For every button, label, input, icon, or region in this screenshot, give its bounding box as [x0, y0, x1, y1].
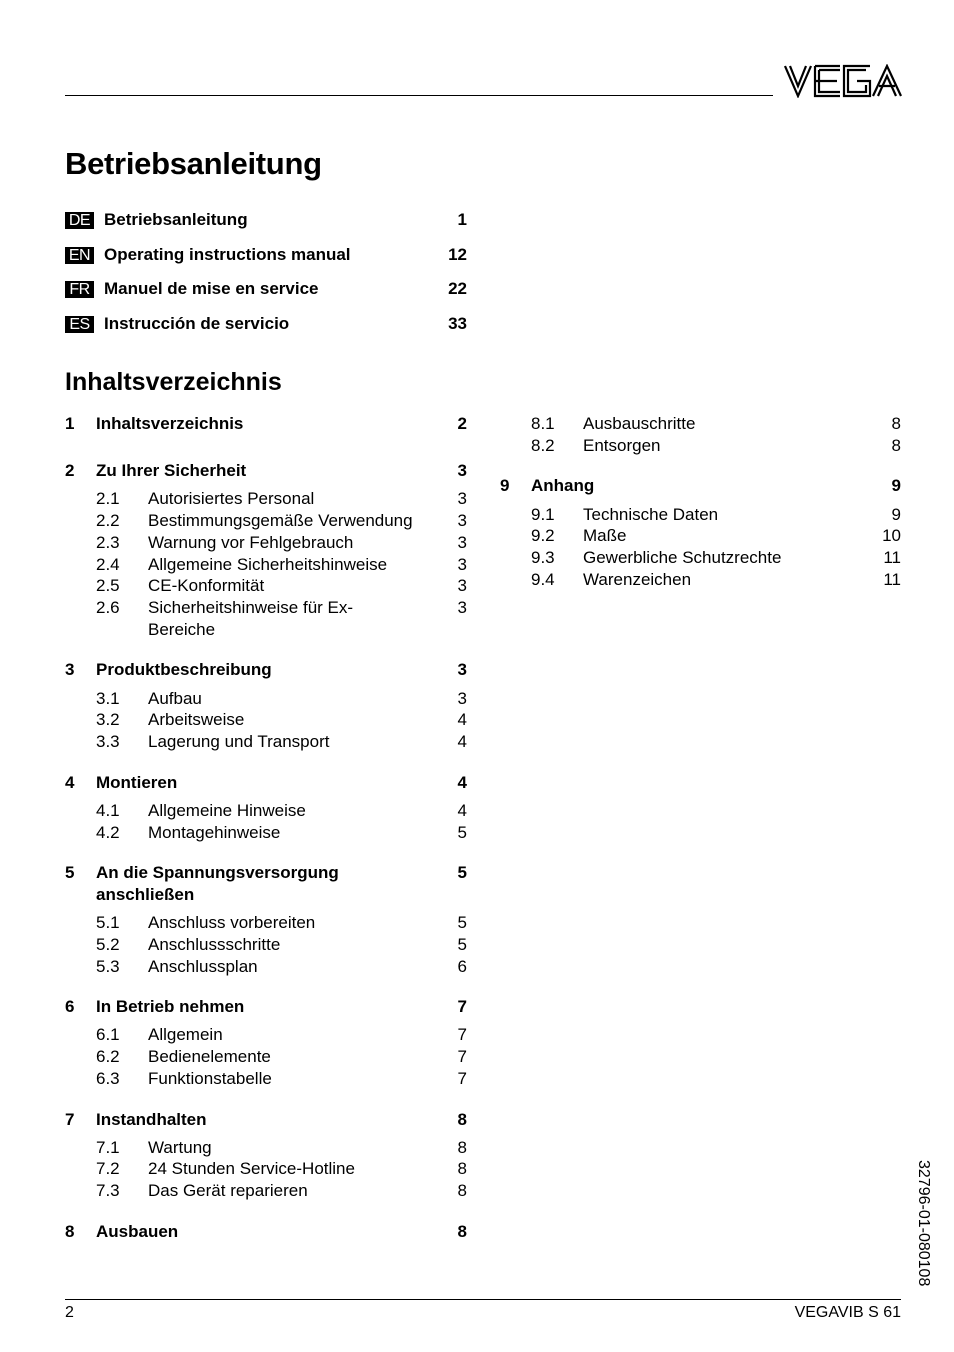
language-row [65, 314, 467, 334]
toc-page: 11 [883, 548, 901, 567]
toc-label: Bedienelemente [148, 1047, 271, 1067]
toc-number: 2.6 [96, 597, 120, 617]
toc-label: Produktbeschreibung [96, 660, 272, 680]
toc-page: 5 [457, 822, 467, 842]
toc-label: Anhang [531, 476, 595, 496]
toc-label: Warnung vor Fehlgebrauch [148, 532, 354, 552]
toc-page: 4 [457, 772, 467, 792]
toc-number: 5.2 [96, 934, 120, 954]
header-rule [65, 95, 773, 96]
toc-label: Anschluss vorbereiten [148, 913, 316, 933]
toc-page: 10 [882, 526, 901, 546]
toc-number: 6.1 [96, 1025, 120, 1045]
toc-page: 8 [457, 1181, 467, 1201]
toc-page: 5 [457, 934, 467, 954]
toc-number: 9.2 [531, 526, 555, 546]
toc-number: 2.1 [96, 489, 120, 509]
toc-number: 2.4 [96, 554, 120, 574]
toc-label: An die Spannungsversorgung [96, 863, 339, 883]
toc-number: 6.3 [96, 1068, 120, 1088]
toc-label: Gewerbliche Schutzrechte [583, 548, 782, 567]
toc-number: 3.3 [96, 731, 120, 751]
toc-page: 3 [457, 489, 467, 509]
footer-product-name: VEGAVIB S 61 [794, 1304, 901, 1321]
toc-number: 4 [65, 772, 75, 792]
toc-label: Ausbauen [96, 1221, 179, 1241]
toc-label-continued: anschließen [96, 884, 195, 904]
toc-page: 11 [883, 569, 901, 589]
toc-number: 9 [500, 476, 510, 496]
toc-label: 24 Stunden Service-Hotline [148, 1159, 355, 1179]
language-badge: DE [65, 212, 94, 229]
toc-number: 2.3 [96, 532, 120, 552]
toc-number: 9.1 [531, 504, 555, 524]
toc-label: Allgemeine Sicherheitshinweise [148, 554, 388, 574]
toc-page: 3 [457, 511, 467, 531]
toc-number: 7.3 [96, 1181, 120, 1201]
toc-number: 5.1 [96, 913, 120, 933]
toc-number: 2.5 [96, 576, 120, 596]
toc-page: 9 [891, 476, 901, 496]
language-page: 22 [448, 279, 467, 298]
toc-label: Aufbau [148, 688, 202, 708]
toc-page: 8 [457, 1159, 467, 1179]
language-page: 1 [457, 210, 467, 229]
toc-label: Lagerung und Transport [148, 731, 330, 751]
toc-label: Anschlussschritte [148, 934, 281, 954]
toc-number: 6 [65, 997, 75, 1017]
language-badge: FR [65, 281, 94, 298]
toc-number: 3.1 [96, 688, 120, 708]
toc-number: 6.2 [96, 1047, 120, 1067]
toc-number: 7.1 [96, 1137, 120, 1157]
toc-number: 7.2 [96, 1159, 120, 1179]
toc-page: 3 [457, 554, 467, 574]
page-title: Betriebsanleitung [65, 146, 322, 181]
toc-label: Das Gerät reparieren [148, 1181, 308, 1201]
toc-label: Bestimmungsgemäße Verwendung [148, 511, 413, 531]
toc-number: 8.2 [531, 435, 555, 455]
toc-number: 4.2 [96, 822, 120, 842]
toc-number: 1 [65, 414, 75, 433]
toc-page: 6 [457, 956, 467, 976]
toc-label: Funktionstabelle [148, 1068, 272, 1088]
toc-page: 8 [457, 1137, 467, 1157]
language-row [65, 279, 467, 299]
language-label: Operating instructions manual [104, 245, 351, 264]
toc-label-continued: Bereiche [148, 619, 216, 639]
toc-label: Ausbauschritte [583, 414, 696, 433]
toc-page: 2 [457, 414, 467, 433]
toc-number: 5.3 [96, 956, 120, 976]
toc-page: 7 [457, 1068, 467, 1088]
toc-page: 3 [457, 532, 467, 552]
toc-label: Montagehinweise [148, 822, 281, 842]
toc-label: Inhaltsverzeichnis [96, 414, 244, 433]
language-badge: EN [65, 247, 94, 264]
language-page: 12 [448, 245, 467, 264]
toc-label: Anschlussplan [148, 956, 258, 976]
toc-page: 3 [457, 660, 467, 680]
toc-page: 4 [457, 710, 467, 730]
toc-label: Zu Ihrer Sicherheit [96, 461, 247, 481]
toc-label: Instandhalten [96, 1109, 207, 1129]
toc-label: In Betrieb nehmen [96, 997, 245, 1017]
toc-page: 8 [891, 435, 901, 455]
toc-page: 7 [457, 1025, 467, 1045]
toc-label: Wartung [148, 1137, 212, 1157]
toc-label: Maße [583, 526, 627, 546]
toc-number: 2.2 [96, 511, 120, 531]
toc-label: CE-Konformität [148, 576, 265, 596]
language-label: Betriebsanleitung [104, 210, 248, 229]
toc-label: Arbeitsweise [148, 710, 245, 730]
toc-page: 8 [891, 414, 901, 433]
toc-page: 3 [457, 688, 467, 708]
footer-rule [65, 1299, 901, 1300]
language-badge: ES [65, 316, 94, 333]
footer-page-number: 2 [65, 1304, 74, 1321]
toc-heading: Inhaltsverzeichnis [65, 368, 282, 396]
toc-number: 9.3 [531, 548, 555, 567]
language-label: Manuel de mise en service [104, 279, 319, 298]
toc-page: 5 [457, 863, 467, 883]
toc-label: Montieren [96, 772, 178, 792]
toc-label: Allgemein [148, 1025, 223, 1045]
language-label: Instrucción de servicio [104, 314, 290, 333]
document-code: 32796-01-080108 [915, 1160, 932, 1287]
toc-page: 3 [457, 461, 467, 481]
toc-label: Technische Daten [583, 504, 719, 524]
language-page: 33 [448, 314, 467, 333]
toc-number: 8.1 [531, 414, 555, 433]
toc-page: 9 [891, 504, 901, 524]
toc-page: 5 [457, 913, 467, 933]
toc-number: 3.2 [96, 710, 120, 730]
toc-number: 9.4 [531, 569, 555, 589]
vega-logo [784, 64, 902, 98]
toc-page: 7 [457, 1047, 467, 1067]
toc-page: 4 [457, 731, 467, 751]
toc-page: 8 [457, 1109, 467, 1129]
toc-label: Sicherheitshinweise für Ex- [148, 597, 354, 617]
toc-page: 3 [457, 576, 467, 596]
toc-label: Autorisiertes Personal [148, 489, 315, 509]
language-row [65, 210, 467, 230]
toc-page: 4 [457, 800, 467, 820]
toc-number: 7 [65, 1109, 75, 1129]
toc-number: 2 [65, 461, 75, 481]
toc-number: 8 [65, 1221, 75, 1241]
toc-label: Allgemeine Hinweise [148, 800, 306, 820]
toc-number: 3 [65, 660, 75, 680]
toc-label: Entsorgen [583, 435, 661, 455]
toc-number: 4.1 [96, 800, 120, 820]
toc-page: 3 [457, 597, 467, 617]
toc-number: 5 [65, 863, 75, 883]
toc-label: Warenzeichen [583, 569, 692, 589]
toc-page: 8 [457, 1221, 467, 1241]
toc-page: 7 [457, 997, 467, 1017]
language-row [65, 245, 467, 265]
